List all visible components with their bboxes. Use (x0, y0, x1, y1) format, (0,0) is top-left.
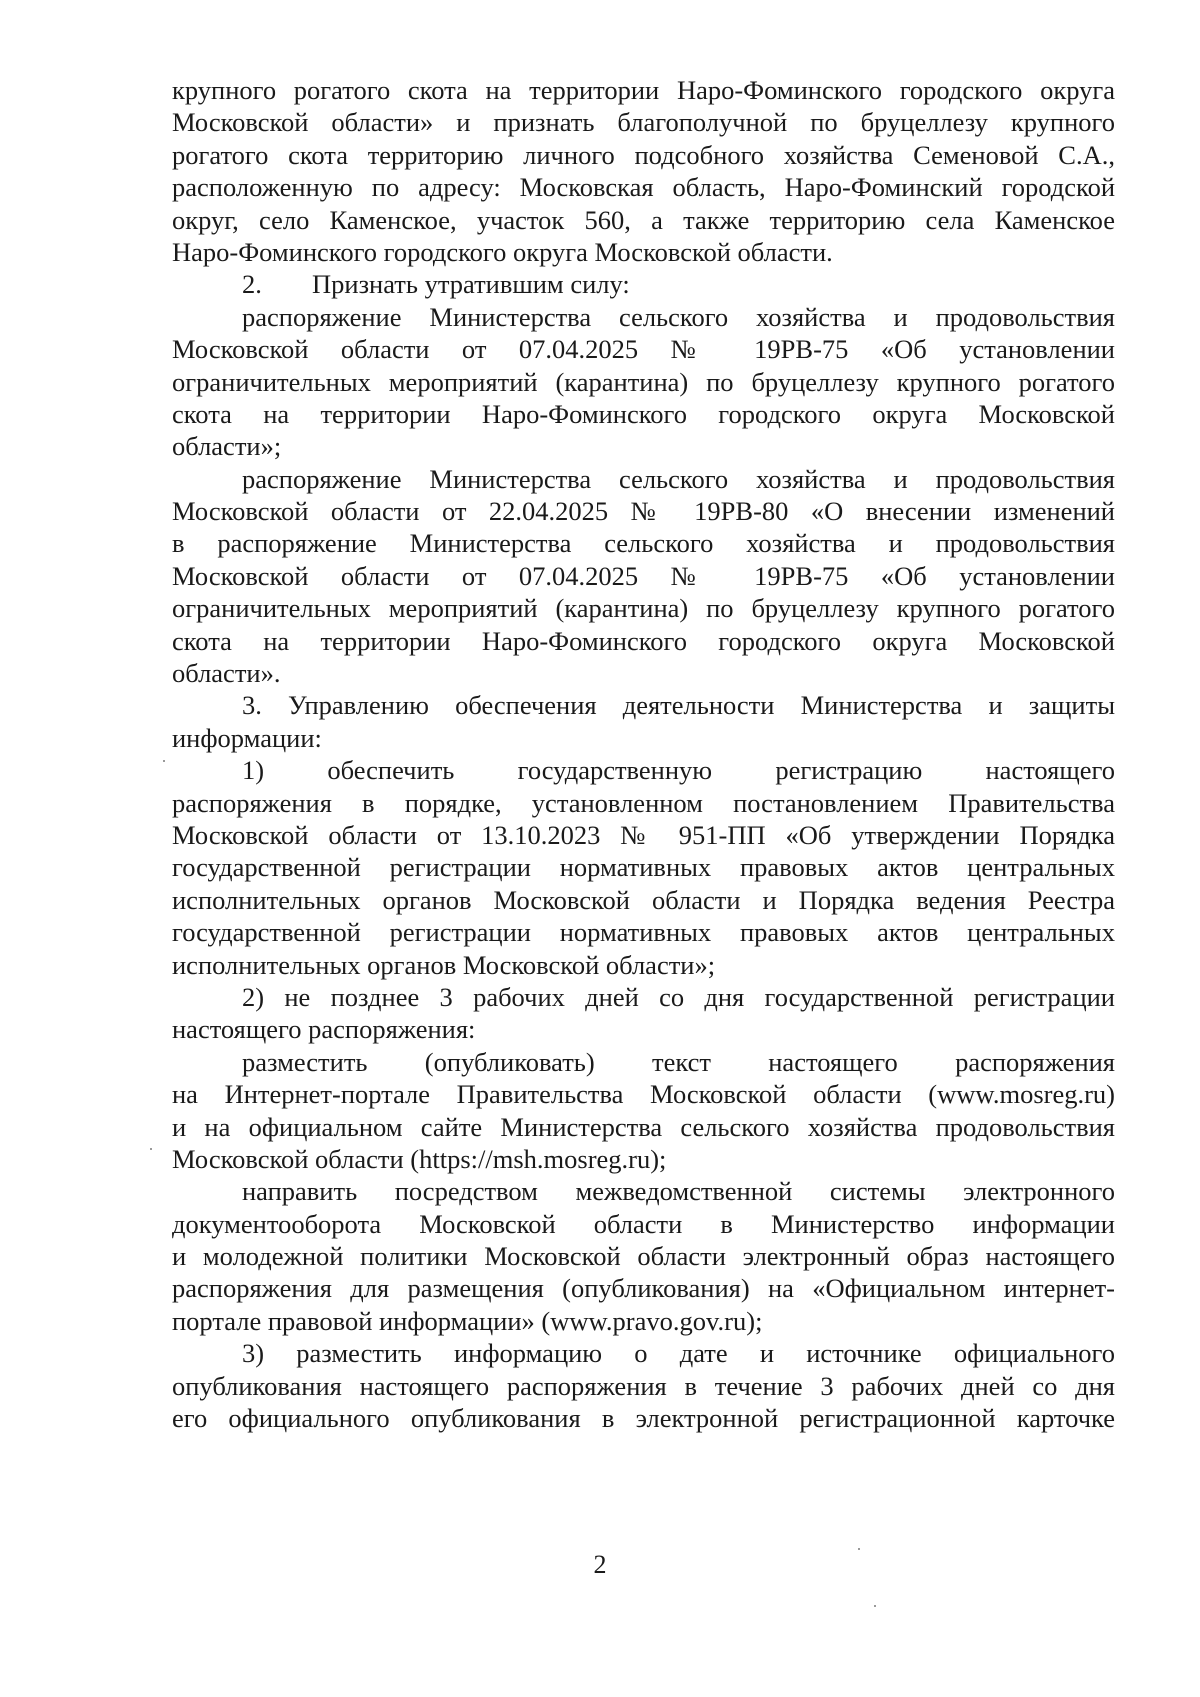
text-line: государственной регистрации нормативных правовых актов центральных (172, 917, 1115, 948)
text-line: распоряжение Министерства сельского хозяйства и продовольствия (242, 301, 1115, 332)
text-line: распоряжение Министерства сельского хозяйства и продовольствия (242, 463, 1115, 494)
text-line: области». (172, 658, 281, 689)
text-line: его официального опубликования в электронной регистрационной карточке (172, 1403, 1115, 1434)
list-item-text: Признать утратившим силу: (312, 269, 630, 300)
text-line: документооборота Московской области в Министерство информации (172, 1208, 1115, 1239)
text-line: Московской области (https://msh.mosreg.ru); (172, 1143, 667, 1174)
text-line: ограничительных мероприятий (карантина) по бруцеллезу крупного рогатого (172, 593, 1115, 624)
text-line: опубликования настоящего распоряжения в течение 3 рабочих дней со дня (172, 1370, 1115, 1401)
text-line: крупного рогатого скота на территории Наро-Фоминского городского округа (172, 75, 1115, 105)
text-line: 2) не позднее 3 рабочих дней со дня государственной регистрации (242, 981, 1115, 1012)
text-line: и на официальном сайте Министерства сельского хозяйства продовольствия (172, 1111, 1115, 1142)
text-line: исполнительных органов Московской области и Порядка ведения Реестра (172, 884, 1115, 915)
text-line: на Интернет-портале Правительства Московской области (www.mosreg.ru) (172, 1079, 1115, 1110)
text-line: исполнительных органов Московской области»; (172, 949, 716, 980)
text-line: Московской области от 07.04.2025 № 19РВ-75 «Об установлении (172, 334, 1115, 365)
text-line: государственной регистрации нормативных правовых актов центральных (172, 852, 1115, 883)
scan-speck (150, 1148, 152, 1150)
text-line: 3. Управлению обеспечения деятельности Министерства и защиты (242, 690, 1115, 721)
document-body (172, 74, 1115, 1434)
text-line: и молодежной политики Московской области электронный образ настоящего (172, 1241, 1115, 1272)
scan-speck (874, 1605, 876, 1607)
text-line: рогатого скота территорию личного подсобного хозяйства Семеновой С.А., (172, 139, 1115, 170)
text-line: скота на территории Наро-Фоминского городского округа Московской (172, 625, 1115, 656)
text-line: портале правовой информации» (www.pravo.gov.ru); (172, 1305, 763, 1336)
scan-speck (858, 1548, 860, 1550)
text-line: разместить (опубликовать) текст настоящего распоряжения (242, 1046, 1115, 1077)
list-item-2 (172, 268, 1115, 300)
text-line: в распоряжение Министерства сельского хозяйства и продовольствия (172, 528, 1115, 559)
text-line: 3) разместить информацию о дате и источнике официального (242, 1338, 1115, 1369)
text-line: ограничительных мероприятий (карантина) по бруцеллезу крупного рогатого (172, 366, 1115, 397)
text-line: Московской области от 13.10.2023 № 951-ПП «Об утверждении Порядка (172, 819, 1115, 850)
text-line: Московской области от 22.04.2025 № 19РВ-80 «О внесении изменений (172, 496, 1115, 527)
text-line: направить посредством межведомственной системы электронного (242, 1176, 1115, 1207)
text-line: области»; (172, 431, 282, 462)
text-line: Московской области» и признать благополучной по бруцеллезу крупного (172, 107, 1115, 138)
text-line: округ, село Каменское, участок 560, а также территорию села Каменское (172, 204, 1115, 235)
text-line: распоряжения для размещения (опубликования) на «Официальном интернет- (172, 1273, 1115, 1304)
text-line: Наро-Фоминского городского округа Московской области. (172, 236, 833, 267)
page-number: 2 (593, 1550, 607, 1579)
text-line: расположенную по адресу: Московская область, Наро-Фоминский городской (172, 172, 1115, 203)
scan-speck (163, 760, 165, 762)
text-line: настоящего распоряжения: (172, 1014, 476, 1045)
text-line: информации: (172, 722, 322, 753)
text-line: скота на территории Наро-Фоминского городского округа Московской (172, 398, 1115, 429)
text-line: распоряжения в порядке, установленном постановлением Правительства (172, 787, 1115, 818)
text-line: 1) обеспечить государственную регистрацию настоящего (242, 755, 1115, 786)
list-item-number: 2. (242, 269, 262, 300)
text-line: Московской области от 07.04.2025 № 19РВ-75 «Об установлении (172, 560, 1115, 591)
